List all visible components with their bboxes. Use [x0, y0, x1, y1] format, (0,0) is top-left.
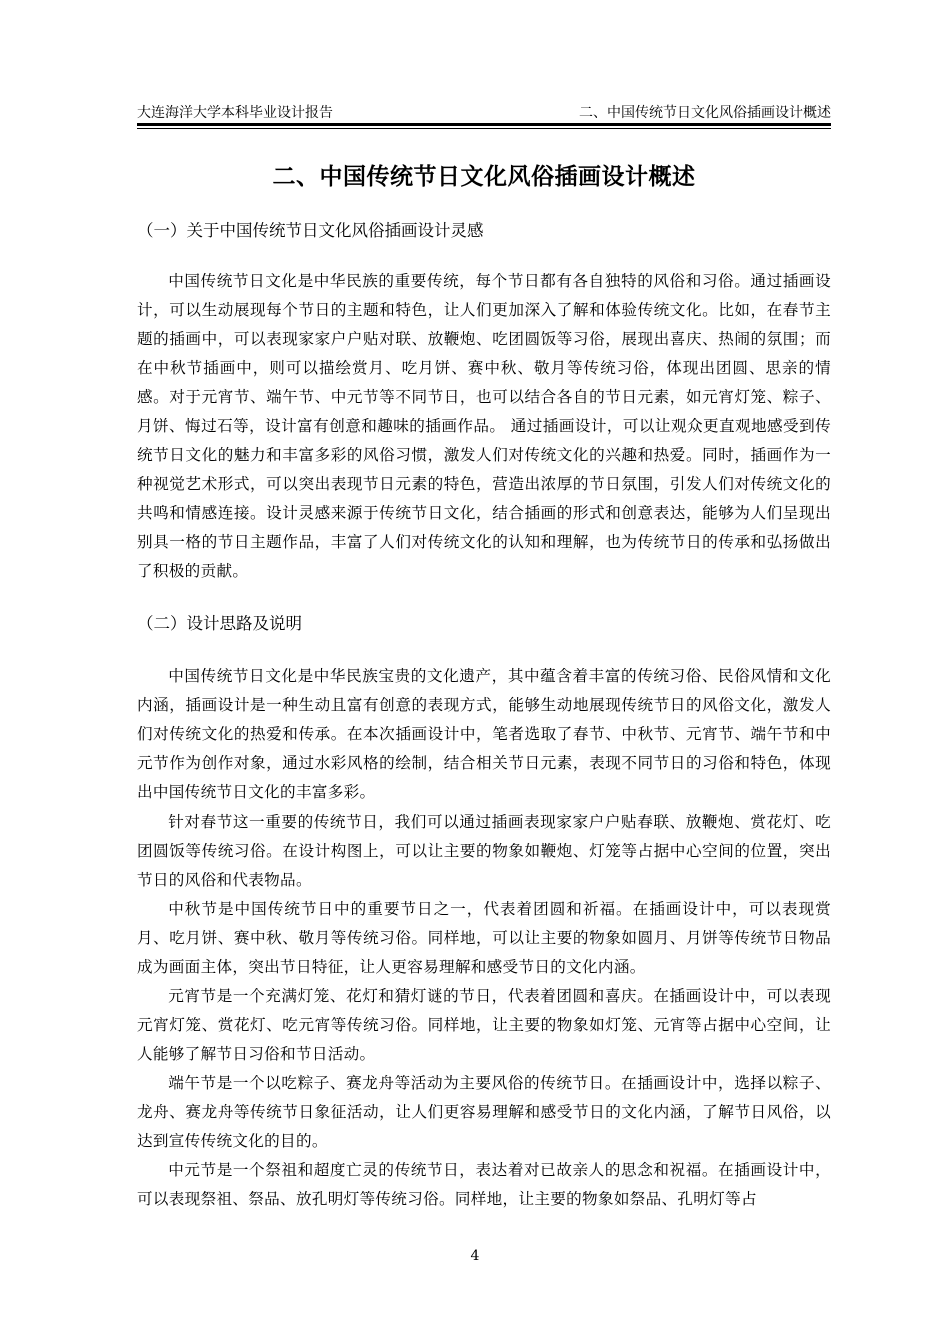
page-number: 4 — [470, 1248, 480, 1264]
chapter-title: 二、中国传统节日文化风俗插画设计概述 — [272, 164, 696, 190]
section-heading-2: （二）设计思路及说明 — [137, 614, 302, 633]
header-left-text: 大连海洋大学本科毕业设计报告 — [137, 105, 333, 121]
paragraph-2-4: 元宵节是一个充满灯笼、花灯和猜灯谜的节日，代表着团圆和喜庆。在插画设计中，可以表现元宵灯笼、赏花灯、吃元宵等传统习俗。同样地，让主要的物象如灯笼、元宵等占据中心空间，让人能够了解节日习俗和节日活动。 — [137, 987, 831, 1063]
paragraph-2-3: 中秋节是中国传统节日中的重要节日之一，代表着团圆和祈福。在插画设计中，可以表现赏月、吃月饼、赛中秋、敬月等传统习俗。同样地，可以让主要的物象如圆月、月饼等传统节日物品成为画面主体，突出节日特征，让人更容易理解和感受节日的文化内涵。 — [137, 900, 831, 976]
header-rule-thin — [137, 128, 831, 129]
paragraph-2-6: 中元节是一个祭祖和超度亡灵的传统节日，表达着对已故亲人的思念和祝福。在插画设计中，可以表现祭祖、祭品、放孔明灯等传统习俗。同样地，让主要的物象如祭品、孔明灯等占 — [137, 1161, 831, 1208]
paragraph-2-1: 中国传统节日文化是中华民族宝贵的文化遗产，其中蕴含着丰富的传统习俗、民俗风情和文化内涵，插画设计是一种生动且富有创意的表现方式，能够生动地展现传统节日的风俗文化，激发人们对传统文化的热爱和传承。在本次插画设计中，笔者选取了春节、中秋节、元宵节、端午节和中元节作为创作对象，通过水彩风格的绘制，结合相关节日元素，表现不同节日的习俗和特色，体现出中国传统节日文化的丰富多彩。 — [137, 667, 831, 801]
header-rule-thick — [137, 123, 831, 126]
paragraph-2-5: 端午节是一个以吃粽子、赛龙舟等活动为主要风俗的传统节日。在插画设计中，选择以粽子、龙舟、赛龙舟等传统节日象征活动，让人们更容易理解和感受节日的文化内涵，了解节日风俗，以达到宣传传统文化的目的。 — [137, 1074, 831, 1150]
section-heading-1: （一）关于中国传统节日文化风俗插画设计灵感 — [137, 221, 484, 240]
header-right-text: 二、中国传统节日文化风俗插画设计概述 — [579, 105, 831, 121]
paragraph-2-2: 针对春节这一重要的传统节日，我们可以通过插画表现家家户户贴春联、放鞭炮、赏花灯、吃团圆饭等传统习俗。在设计构图上，可以让主要的物象如鞭炮、灯笼等占据中心空间的位置，突出节日的风俗和代表物品。 — [137, 813, 831, 889]
running-header — [137, 104, 831, 122]
paragraph-1-1: 中国传统节日文化是中华民族的重要传统，每个节日都有各自独特的风俗和习俗。通过插画设计，可以生动展现每个节日的主题和特色，让人们更加深入了解和体验传统文化。比如，在春节主题的插画中，可以表现家家户户贴对联、放鞭炮、吃团圆饭等习俗，展现出喜庆、热闹的氛围；而在中秋节插画中，则可以描绘赏月、吃月饼、赛中秋、敬月等传统习俗，体现出团圆、思亲的情感。对于元宵节、端午节、中元节等不同节日，也可以结合各自的节日元素，如元宵灯笼、粽子、月饼、悔过石等，设计富有创意和趣味的插画作品。 通过插画设计，可以让观众更直观地感受到传统节日文化的魅力和丰富多彩的风俗习惯，激发人们对传统文化的兴趣和热爱。同时，插画作为一种视觉艺术形式，可以突出表现节日元素的特色，营造出浓厚的节日氛围，引发人们对传统文化的共鸣和情感连接。设计灵感来源于传统节日文化，结合插画的形式和创意表达，能够为人们呈现出别具一格的节日主题作品，丰富了人们对传统文化的认知和理解，也为传统节日的传承和弘扬做出了积极的贡献。 — [137, 272, 831, 580]
